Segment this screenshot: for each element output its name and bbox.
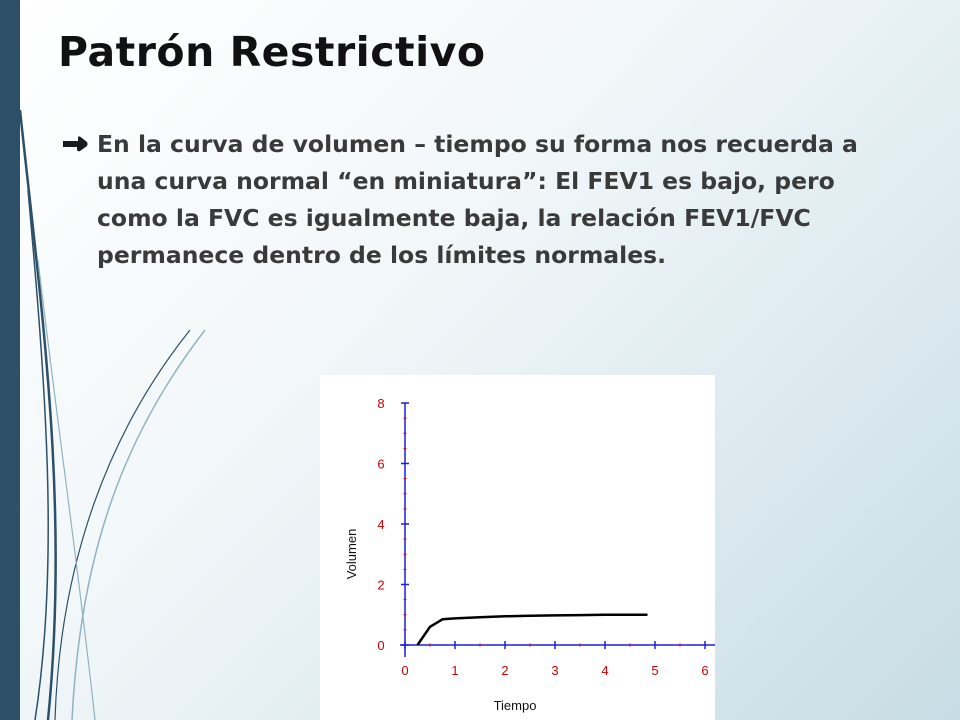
x-tick-label: 0 bbox=[401, 663, 409, 678]
bullet-text: En la curva de volumen – tiempo su forma nos recuerda a una curva normal “en miniatura”: El FEV1 es bajo, pero como la FVC es igualmente baja, la relación FEV1/FVC permanece dentro de los límites normales. bbox=[97, 130, 858, 269]
slide-title: Patrón Restrictivo bbox=[58, 28, 486, 76]
y-tick-label: 8 bbox=[377, 396, 385, 411]
x-axis-label: Tiempo bbox=[493, 698, 537, 713]
x-tick-label: 6 bbox=[701, 663, 709, 678]
x-tick-label: 5 bbox=[651, 663, 659, 678]
volume-time-chart bbox=[320, 375, 715, 720]
y-tick-label: 0 bbox=[377, 638, 385, 653]
y-tick-label: 4 bbox=[377, 517, 385, 532]
decorative-curves bbox=[0, 0, 260, 720]
x-tick-label: 4 bbox=[601, 663, 609, 678]
bullet-item bbox=[62, 126, 882, 274]
y-tick-label: 6 bbox=[377, 456, 385, 472]
x-tick-label: 2 bbox=[501, 663, 509, 678]
series-line bbox=[418, 615, 648, 645]
pointing-hand-icon bbox=[62, 136, 88, 152]
x-tick-label: 1 bbox=[451, 663, 459, 678]
y-tick-label: 2 bbox=[377, 577, 385, 593]
chart-svg bbox=[320, 375, 715, 720]
x-tick-label: 3 bbox=[551, 663, 559, 678]
y-axis-label: Volumen bbox=[344, 528, 359, 580]
